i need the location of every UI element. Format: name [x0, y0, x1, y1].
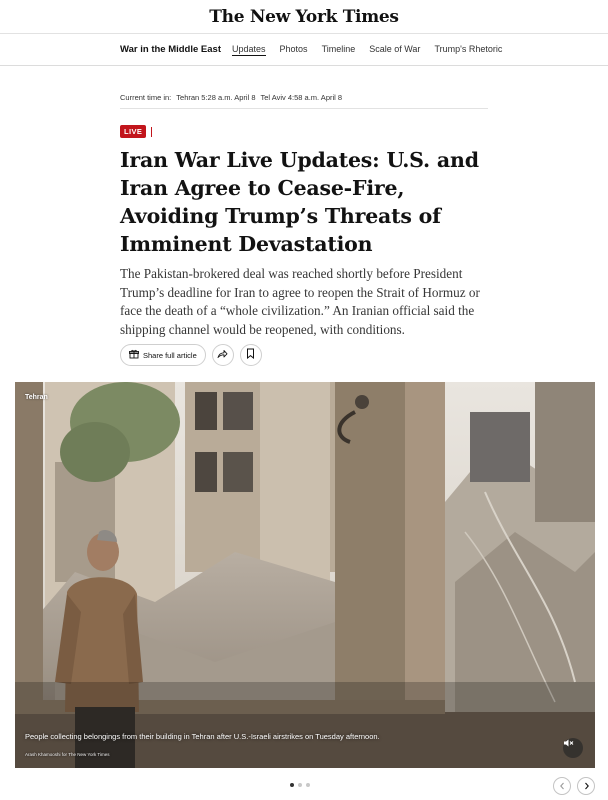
lead-photo[interactable]	[15, 382, 595, 768]
nav-link-trumps-rhetoric[interactable]: Trump's Rhetoric	[434, 44, 503, 54]
nav-link-scale-of-war[interactable]: Scale of War	[369, 44, 421, 54]
share-toolbar	[120, 344, 262, 366]
nav-link-timeline[interactable]: Timeline	[321, 44, 356, 54]
live-badge: LIVE	[120, 125, 146, 138]
mute-button[interactable]	[563, 738, 583, 758]
headline: Iran War Live Updates: U.S. and Iran Agree to Cease-Fire, Avoiding Trump’s Threats of Imminent Devastation	[120, 148, 479, 256]
carousel-dot[interactable]	[306, 783, 310, 787]
carousel-pagination	[290, 783, 310, 787]
nav-link-updates[interactable]: Updates	[232, 44, 266, 54]
save-button[interactable]	[240, 344, 262, 366]
photo-location-label: Tehran	[25, 394, 48, 401]
share-button[interactable]	[212, 344, 234, 366]
nav-links	[232, 44, 502, 56]
carousel-dot[interactable]	[298, 783, 302, 787]
current-time	[120, 93, 342, 102]
photo-credit: Arash Khamooshi for The New York Times	[25, 752, 110, 757]
carousel-dot[interactable]	[290, 783, 294, 787]
live-divider	[151, 127, 152, 137]
nyt-logo[interactable]: The New York Times	[209, 6, 399, 27]
share-full-article-button[interactable]	[120, 344, 206, 366]
carousel-next-button[interactable]	[577, 777, 595, 795]
nav-section-title[interactable]: War in the Middle East	[120, 44, 221, 55]
carousel-prev-button[interactable]	[553, 777, 571, 795]
masthead	[0, 0, 608, 34]
section-nav	[0, 34, 608, 66]
rubble-photo-image	[15, 382, 595, 768]
article-summary: The Pakistan-brokered deal was reached shortly before President Trump’s deadline for Iran to agree to reopen the Strait of Hormuz or face the death of a “whole civilization.” An Iranian official said the shipping channel would be reopened, with conditions.	[120, 266, 480, 337]
current-time-label: Current time in:	[120, 93, 172, 102]
tehran-time: Tehran 5:28 a.m. April 8	[176, 93, 256, 102]
photo-caption: People collecting belongings from their building in Tehran after U.S.-Israeli airstrikes on Tuesday afternoon.	[25, 732, 380, 741]
nav-link-photos[interactable]: Photos	[279, 44, 308, 54]
chevron-left-icon	[559, 777, 566, 795]
gift-icon	[129, 349, 139, 361]
bookmark-icon	[246, 346, 255, 364]
share-button-label: Share full article	[143, 350, 197, 360]
tel-aviv-time: Tel Aviv 4:58 a.m. April 8	[260, 93, 343, 102]
share-arrow-icon	[217, 346, 228, 364]
chevron-right-icon	[583, 777, 590, 795]
divider	[120, 108, 488, 109]
